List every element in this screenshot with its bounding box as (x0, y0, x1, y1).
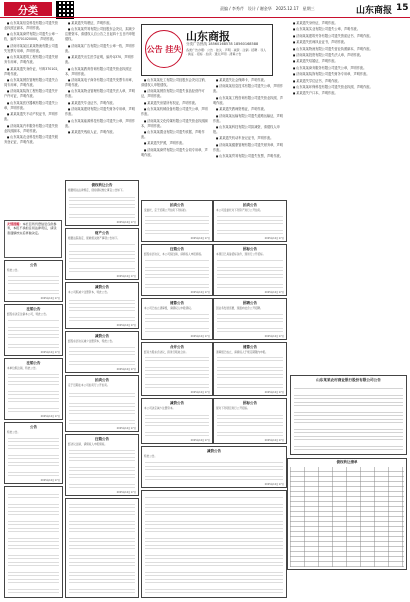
announcement-box (141, 398, 213, 444)
announcement-date: 2025年12月17日 (264, 291, 284, 294)
classified-entry: ■ 某某遗失结婚证，声明作废。 (290, 59, 405, 64)
announcement-box (65, 282, 139, 329)
announcement-text-lines (8, 275, 59, 294)
announcement-box (4, 304, 63, 356)
announcement-text-lines (69, 346, 135, 365)
classified-entry: ■ 济南某某文化传媒有限公司遗失营业执照副本，声明作废。 (141, 119, 209, 129)
table-grid (290, 467, 404, 567)
classified-entry: ■ 山东某某贸易有限公司遗失发票，声明作废。 (213, 154, 285, 159)
announcement-text-lines (145, 495, 283, 593)
classified-entry: ■ 济南某某建筑劳务有限公司遗失资质证书，声明作废。 (290, 34, 405, 39)
announcement-date: 2025年12月17日 (190, 291, 210, 294)
announcement-body: 本公司受委托对下列资产进行公开拍卖。 (216, 209, 263, 212)
header-rule (0, 17, 410, 18)
announcement-date: 2025年12月17日 (190, 391, 210, 394)
announcement-body: 根据法院裁定，现就相关财产事项公告如下。 (68, 237, 120, 240)
classified-entry: ■ 济南市某某区某某物流有限公司遗失发票专用章，声明作废。 (4, 44, 61, 54)
announcement-box (65, 434, 139, 496)
announcement-text-lines (145, 259, 209, 288)
announcement-box (4, 422, 63, 484)
reminder-notice (4, 220, 62, 258)
announcement-box (4, 486, 63, 598)
announcement-text-lines (217, 313, 283, 332)
classified-entry: ■ 山东某某能源科技有限公司遗失公章，声明作废。 (65, 119, 137, 129)
announcement-box (4, 358, 63, 420)
announcement-text-lines (145, 461, 283, 480)
classified-entry: ■ 山东某某实业有限公司遗失公章，声明作废。 (290, 27, 405, 32)
classified-entry: ■ 山东某某工程咨询有限公司遗失营业执照，声明作废。 (213, 96, 285, 106)
announcement-title: 清算公告 (170, 301, 184, 305)
table-title: 债权转让清单 (336, 460, 358, 464)
classified-entry: ■ 济南某某汽车服务有限公司遗失营业执照副本，声明作废。 (4, 124, 61, 134)
classified-entry: ■ 济南某某商贸有限公司遗失合同专用章，声明作废。 (141, 148, 209, 158)
debt-transfer-table (287, 458, 407, 570)
announcement-title: 减资公告 (95, 334, 109, 338)
announcement-date: 2025年12月17日 (40, 351, 60, 354)
announcement-title: 合并公告 (170, 345, 184, 349)
announcement-body: 特此公告。 (7, 431, 20, 434)
classified-entry: ■ 某某遗失社会保障卡，声明作废。 (213, 78, 285, 83)
announcement-date: 2025年12月17日 (40, 297, 60, 300)
announcement-body: 清算组已成立，请债权人于规定期限内申报。 (216, 351, 268, 354)
classified-entry: ■ 山东某某教育咨询有限公司遗失营业执照正本，声明作废。 (65, 67, 137, 77)
announcement-text-lines (145, 313, 209, 332)
classified-entry: ■ 济南某某健康管理有限公司遗失财务章，声明作废。 (213, 143, 285, 153)
announcement-date: 2025年12月17日 (264, 391, 284, 394)
classified-entry: ■ 某某遗失驾驶证，声明作废。 (65, 21, 137, 26)
announcement-title: 减资公告 (95, 285, 109, 289)
announcement-body: 现对下列项目进行公开招标。 (216, 407, 250, 410)
announcement-box (141, 200, 213, 242)
classified-column-5 (290, 21, 405, 361)
announcement-text-lines (69, 243, 135, 272)
classified-entry: ■ 山东某某置业有限公司遗失收据，声明作废。 (141, 130, 209, 140)
banner-title: 山东商报 (186, 30, 230, 43)
announcement-date: 2025年12月17日 (116, 491, 136, 494)
announcement-text-lines (69, 390, 135, 424)
classified-entry: ■ 山东某某商贸有限公司遗失公章一枚，编号3701020000，声明作废。 (4, 32, 61, 42)
classified-entry: ■ 济南某某广告有限公司遗失公章一枚，声明作废。 (65, 44, 137, 54)
classified-entry: ■ 山东某某医疗器械有限公司遗失公章，声明作废。 (4, 101, 61, 111)
announcement-box (65, 228, 139, 280)
brand-name: 山东商报 (356, 6, 393, 16)
announcement-body: 定于近期在本公司拍卖厅公开拍卖。 (68, 384, 110, 387)
announcement-body: 根据相关法律规定，现将债权转让事宜公告如下。 (68, 189, 126, 192)
announcement-body: 经双方股东会决议，拟进行吸收合并。 (144, 351, 189, 354)
classified-entry: ■ 山东某某物业管理有限公司遗失法人章，声明作废。 (65, 89, 137, 99)
classified-entry: ■ 济南某某运输有限公司遗失道路运输证，声明作废。 (213, 114, 285, 124)
announcement-title: 债权转让公告 (91, 183, 113, 187)
announcement-text-lines (217, 357, 283, 388)
classified-entry: ■ 山东某某机械设备有限公司遗失公章，声明作废。 (141, 107, 209, 117)
announcement-text-lines (69, 195, 135, 218)
classified-entry: ■ 济南某某投资有限公司遗失法人章，声明作废。 (290, 53, 405, 58)
classified-entry: ■ 某某遗失护照，声明作废。 (141, 141, 209, 146)
page-meta: 责编 / 李秀芹 设计 / 谢金华 2025.12.17 星期三 (220, 6, 315, 11)
announcement-title: 清算公告 (243, 345, 257, 349)
classified-entry: ■ 济南某某信息技术有限公司遗失公章，声明作废。 (213, 84, 285, 94)
announcement-title: 拍卖公告 (170, 203, 184, 207)
classified-entry: ■ 山东某某贸易有限公司经股东会决议，拟减少注册资本，请债权人自公告之日起四十五日内申报债权。 (65, 27, 137, 42)
classified-entry: ■ 济南某某餐饮有限公司遗失食品经营许可证，声明作废。 (141, 89, 209, 99)
announcement-date: 2025年12月17日 (264, 439, 284, 442)
classified-entry: ■ 某某遗失残疾人证，声明作废。 (65, 130, 137, 135)
announcement-date: 2025年12月17日 (116, 324, 136, 327)
bank-announcement (290, 375, 407, 455)
announcement-box (213, 244, 287, 296)
announcement-title: 注销公告 (26, 307, 41, 311)
announcement-text-lines (145, 413, 209, 436)
page-number: 15 (396, 3, 409, 13)
classified-entry: ■ 山东某某物流有限公司遗失营业执照副本，声明作废。 (290, 47, 405, 52)
announcement-body: 本公司决定减少注册资本。 (144, 407, 176, 410)
announcement-body: 本公司拟减少注册资本，特此公告。 (68, 291, 110, 294)
classified-entry: ■ 某某遗失机动车登记证书，声明作废。 (213, 136, 285, 141)
announcement-text-lines (217, 413, 283, 436)
announcement-date: 2025年12月17日 (264, 335, 284, 338)
announcement-date: 2025年12月17日 (116, 275, 136, 278)
classified-entry: ■ 山东某某环保科技有限公司遗失营业执照，声明作废。 (290, 85, 405, 90)
announcement-title: 公告 (30, 263, 37, 267)
announcement-body: 特此公告。 (144, 455, 157, 458)
announcement-body: 受委托，定于近期公开拍卖下列标的。 (144, 209, 189, 212)
announcement-box (213, 298, 287, 340)
classified-entry: ■ 山东某某商务服务有限公司遗失公章，声明作废。 (290, 66, 405, 71)
announcement-box (141, 490, 287, 598)
classified-entry: ■ 山东某某建筑工程有限公司遗失财务专用章，声明作废。 (4, 55, 61, 65)
section-tag: 分类 (4, 2, 52, 16)
announcement-box (141, 446, 287, 488)
announcement-date: 2025年12月17日 (116, 427, 136, 430)
announcement-title: 财产公告 (95, 231, 109, 235)
announcement-body: 经股东会决议减少注册资本，特此公告。 (68, 340, 115, 343)
announcement-text-lines (69, 449, 135, 488)
announcement-title: 公告 (30, 425, 37, 429)
announcement-box (213, 398, 287, 444)
announcement-text-lines (8, 437, 59, 476)
classified-entry: ■ 某某遗失教师资格证，声明作废。 (213, 107, 285, 112)
classified-entry: ■ 某某遗失身份证，声明作废。 (290, 21, 405, 26)
notice-title: 友情提醒： (7, 222, 23, 226)
announcement-box (141, 298, 213, 340)
announcement-text-lines (145, 357, 209, 388)
announcement-date: 2025年12月17日 (190, 237, 210, 240)
classified-column-1 (4, 21, 61, 217)
classified-banner (141, 24, 273, 76)
announcement-date: 2025年12月17日 (190, 439, 210, 442)
classified-entry: ■ 某某遗失医师执业证书，声明作废。 (290, 40, 405, 45)
classified-entry: ■ 济南某某装饰有限公司遗失财务专用章，声明作废。 (290, 72, 405, 77)
announcement-date: 2025年12月17日 (40, 415, 60, 418)
classified-entry: ■ 济南某某装饰工程有限公司遗失开户许可证，声明作废。 (4, 89, 61, 99)
classified-column-4 (213, 78, 285, 196)
announcement-box (65, 498, 139, 598)
announcement-text-lines (8, 373, 59, 412)
classified-entry: ■ 某某遗失出生医学证明，编号Q370，声明作废。 (65, 55, 137, 65)
announcement-title: 招标公告 (243, 247, 257, 251)
announcement-date: 2025年12月17日 (116, 368, 136, 371)
announcement-text-lines (69, 297, 135, 321)
classified-entry: ■ 某某某遗失身份证，号码370102，声明作废。 (4, 67, 61, 77)
announcement-box (65, 331, 139, 373)
classified-entry: ■ 某某遗失房屋所有权证，声明作废。 (141, 101, 209, 106)
announcement-body: 本公司已成立清算组，请债权人申报债权。 (144, 307, 194, 310)
classified-entry: ■ 济南某某建材有限公司遗失财务专用章，声明作废。 (65, 107, 137, 117)
announcement-box (65, 375, 139, 432)
announcement-date: 2025年12月17日 (264, 237, 284, 240)
announcement-body: 特此公告。 (7, 269, 20, 272)
announcement-seal: 公告 挂失 (145, 30, 183, 68)
classified-entry: ■ 山东某某科技有限公司拟减资，请债权人申报。 (213, 125, 285, 135)
classified-entry: ■ 山东某某化工有限公司经股东会决议注销，请债权人申报债权。 (141, 78, 209, 88)
announcement-box (141, 244, 213, 296)
bank-announcement-title: 山东某某农村商业银行股份有限公司公告 (316, 378, 381, 382)
announcement-box (141, 342, 213, 396)
announcement-date: 2025年12月17日 (40, 479, 60, 482)
announcement-title: 注销公告 (95, 437, 109, 441)
classified-entry: ■ 山东某某信息科技有限公司遗失营业执照正副本，声明作废。 (4, 21, 61, 31)
announcement-text-lines (8, 319, 59, 348)
classified-column-3 (141, 78, 209, 196)
announcement-body: 经股东决定注销本公司，特此公告。 (7, 313, 49, 316)
banner-subtitle: 分类广告热线 18560168578 18560168588 (186, 42, 259, 46)
classified-entry: ■ 某某遗失户口本，声明作废。 (290, 91, 405, 96)
announcement-body: 经决议注销，请债权人申报债权。 (68, 443, 107, 446)
announcement-box (213, 342, 287, 396)
announcement-body: 本项目已具备招标条件，现进行公开招标。 (216, 253, 266, 256)
announcement-box (4, 260, 63, 302)
announcement-title: 减资公告 (207, 449, 221, 453)
notice-text: 本栏目所刊登信息仅供参考，本报不承担任何法律责任，请读者谨慎核实后再做决定。 (7, 222, 57, 235)
announcement-box (213, 200, 287, 242)
announcement-text-lines (69, 503, 135, 593)
classified-entry: ■ 山东某某餐饮管理有限公司遗失合同专用章，声明作废。 (4, 78, 61, 88)
announcement-body: 本单位拟注销，特此公告。 (7, 367, 39, 370)
banner-services: 各类广告办理：公告 · 挂失 · 声明 · 减资 · 注销 · 招聘 · 寻人 · 换证 · 招标 · 拍卖 · 遗失声明 · 清算公告 (186, 48, 267, 56)
announcement-date: 2025年12月17日 (116, 221, 136, 224)
classified-entry: ■ 济南某某电子商务有限公司遗失发票专用章，声明作废。 (65, 78, 137, 88)
classified-column-2 (65, 21, 137, 176)
announcement-title: 注销公告 (26, 361, 41, 365)
announcement-text-lines (217, 259, 283, 288)
bank-announcement-body (294, 388, 403, 450)
classified-entry: ■ 某某遗失毕业证书，声明作废。 (65, 101, 137, 106)
announcement-title: 拍卖公告 (95, 378, 109, 382)
classified-entry: ■ 某某某遗失不动产权证书，声明作废。 (4, 112, 61, 122)
announcement-date: 2025年12月17日 (190, 335, 210, 338)
announcement-date: 2025年12月17日 (264, 483, 284, 486)
announcement-box (65, 180, 139, 226)
announcement-text-lines (8, 491, 59, 593)
announcement-body: 经股东会决议，本公司拟注销，请债权人申报债权。 (144, 253, 204, 256)
announcement-title: 招标公告 (243, 401, 257, 405)
announcement-title: 招聘公告 (243, 301, 257, 305)
announcement-title: 减资公告 (170, 401, 184, 405)
announcement-text-lines (145, 215, 209, 234)
announcement-title: 注销公告 (170, 247, 184, 251)
classified-entry: ■ 某某遗失学位证书，声明作废。 (290, 79, 405, 84)
announcement-text-lines (217, 215, 283, 234)
announcement-title: 拍卖公告 (243, 203, 257, 207)
announcement-body: 因业务发展需要，现面向社会公开招聘。 (216, 307, 263, 310)
classified-entry: ■ 山东某某农业科技有限公司遗失税务登记证，声明作废。 (4, 135, 61, 145)
